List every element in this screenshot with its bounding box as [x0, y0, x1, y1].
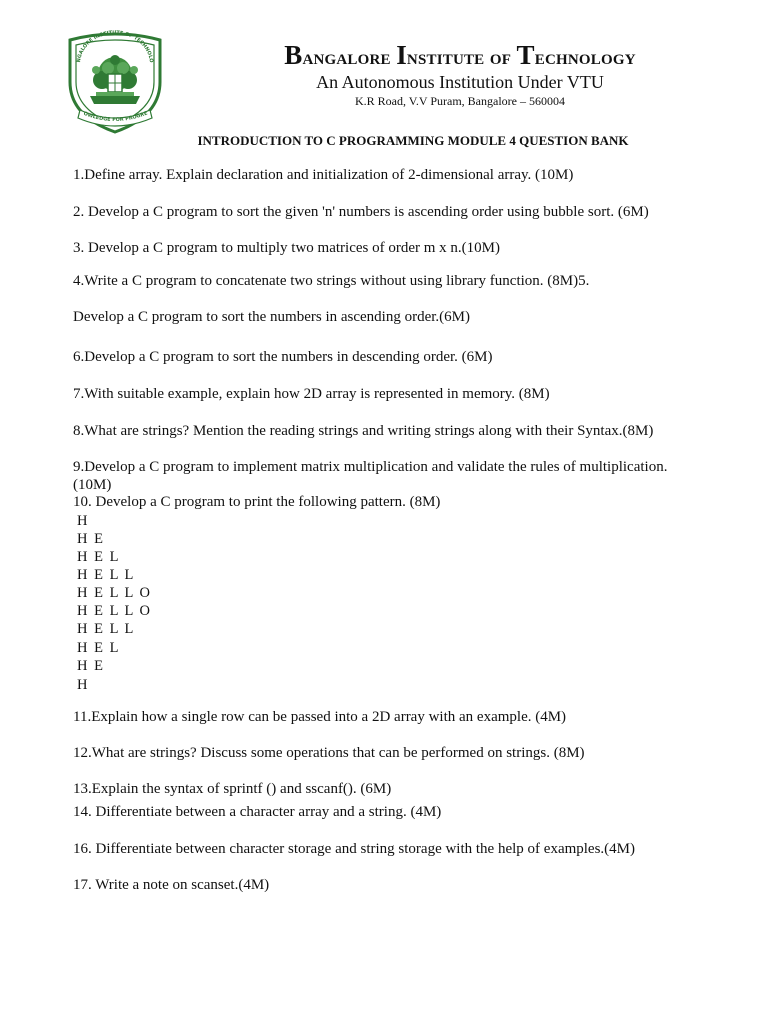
question-14: 14. Differentiate between a character array and a string. (4M) — [73, 804, 442, 820]
question-5: Develop a C program to sort the numbers in ascending order.(6M) — [73, 309, 470, 325]
question-10: 10. Develop a C program to print the following pattern. (8M) — [73, 494, 441, 510]
document-title: INTRODUCTION TO C PROGRAMMING MODULE 4 QUESTION BANK — [197, 133, 629, 148]
question-13: 13.Explain the syntax of sprintf () and sscanf(). (6M) — [73, 781, 392, 797]
question-7: 7.With suitable example, explain how 2D array is represented in memory. (8M) — [73, 386, 550, 402]
pattern-line-2: H E — [77, 531, 105, 547]
pattern-line-1: H — [77, 513, 89, 529]
pattern-line-7: H E L L — [77, 621, 135, 637]
institution-name-part: angalore — [302, 45, 397, 69]
question-1: 1.Define array. Explain declaration and initialization of 2-dimensional array. (10M) — [73, 167, 574, 183]
question-6: 6.Develop a C program to sort the numbers in descending order. (6M) — [73, 349, 493, 365]
question-3: 3. Develop a C program to multiply two matrices of order m x n.(10M) — [73, 240, 500, 256]
pattern-line-10: H — [77, 677, 89, 693]
pattern-line-9: H E — [77, 658, 105, 674]
svg-text:BANGALORE INSTITUTE OF TECHNOL: NGALORE INSTITUTE OF TECHNOLO — [75, 30, 155, 63]
question-9: 9.Develop a C program to implement matrix multiplication and validate the rules of multiplication. — [73, 459, 668, 475]
svg-text:KNOWLEDGE FOR PROGRESS: OWLEDGE FOR PROGRE — [82, 110, 149, 124]
question-17: 17. Write a note on scanset.(4M) — [73, 877, 270, 893]
question-16: 16. Differentiate between character storage and string storage with the help of examples.(4M) — [73, 841, 636, 857]
pattern-line-8: H E L — [77, 640, 120, 656]
institution-name-part: T — [516, 40, 535, 70]
pattern-line-6: H E L L O — [77, 603, 152, 619]
pattern-line-5: H E L L O — [77, 585, 152, 601]
institution-address: K.R Road, V.V Puram, Bangalore – 560004 — [355, 94, 565, 108]
question-4: 4.Write a C program to concatenate two strings without using library function. (8M)5. — [73, 273, 590, 289]
institution-crest-icon — [66, 30, 164, 134]
institution-subtitle: An Autonomous Institution Under VTU — [316, 72, 604, 92]
pattern-line-4: H E L L — [77, 567, 135, 583]
institution-name-part: B — [284, 40, 303, 70]
question-9-marks: (10M) — [73, 477, 112, 493]
institution-name-part: nstitute of — [406, 45, 517, 69]
institution-name-part: echnology — [534, 45, 636, 69]
question-11: 11.Explain how a single row can be passed into a 2D array with an example. (4M) — [73, 709, 567, 725]
institution-name-part: I — [396, 40, 407, 70]
question-2: 2. Develop a C program to sort the given 'n' numbers is ascending order using bubble sort. (6M) — [73, 204, 649, 220]
pattern-line-3: H E L — [77, 549, 120, 565]
institution-name — [190, 40, 730, 71]
question-8: 8.What are strings? Mention the reading strings and writing strings along with their Syntax.(8M) — [73, 423, 654, 439]
question-12: 12.What are strings? Discuss some operations that can be performed on strings. (8M) — [73, 745, 585, 761]
